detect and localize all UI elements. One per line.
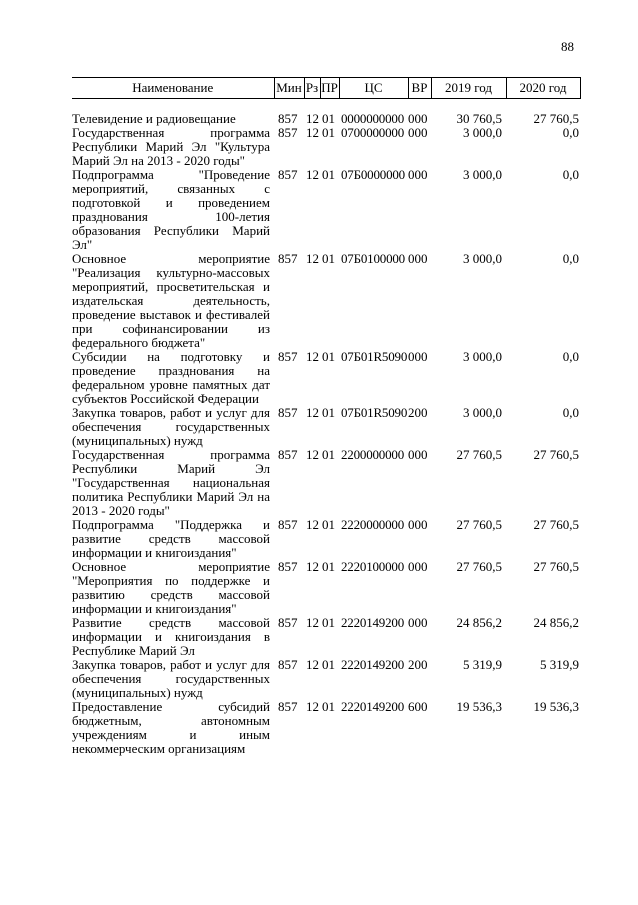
row-min: 857 bbox=[278, 168, 298, 182]
row-cs: 07Б01R5090 bbox=[341, 406, 408, 420]
row-rz: 12 bbox=[306, 126, 319, 140]
row-rz: 12 bbox=[306, 252, 319, 266]
row-cs: 0700000000 bbox=[341, 126, 405, 140]
row-rz: 12 bbox=[306, 700, 319, 714]
row-pr: 01 bbox=[322, 111, 335, 126]
row-2019: 27 760,5 bbox=[456, 448, 502, 462]
row-vr: 000 bbox=[408, 518, 428, 532]
row-2019: 27 760,5 bbox=[456, 518, 502, 532]
header-rz: Рз bbox=[304, 78, 320, 99]
row-2019: 3 000,0 bbox=[463, 350, 502, 364]
row-min: 857 bbox=[278, 252, 298, 266]
table-row bbox=[72, 518, 580, 560]
row-cs: 2220149200 bbox=[341, 700, 405, 714]
row-2020: 27 760,5 bbox=[533, 111, 579, 126]
row-cs: 2220149200 bbox=[341, 658, 405, 672]
row-rz: 12 bbox=[306, 350, 319, 364]
table-row bbox=[72, 658, 580, 700]
table-row bbox=[72, 616, 580, 658]
row-min: 857 bbox=[278, 448, 298, 462]
row-pr: 01 bbox=[322, 350, 335, 364]
row-min: 857 bbox=[278, 406, 298, 420]
row-2020: 0,0 bbox=[562, 252, 579, 266]
row-name: Телевидение и радиовещание bbox=[72, 111, 236, 126]
row-cs: 2220149200 bbox=[341, 616, 405, 630]
row-cs: 2200000000 bbox=[341, 448, 405, 462]
row-vr: 000 bbox=[408, 168, 428, 182]
row-pr: 01 bbox=[322, 406, 335, 420]
row-2019: 24 856,2 bbox=[456, 616, 502, 630]
row-name: Предоставление субсидий бюджетным, автономным учреждениям и иным некоммерческим организациям bbox=[72, 700, 270, 756]
row-vr: 000 bbox=[408, 616, 428, 630]
row-2020: 19 536,3 bbox=[533, 700, 579, 714]
row-name: Закупка товаров, работ и услуг для обеспечения государственных (муниципальных) нужд bbox=[72, 658, 270, 700]
row-rz: 12 bbox=[306, 658, 319, 672]
row-vr: 000 bbox=[408, 350, 428, 364]
table-row bbox=[72, 560, 580, 616]
row-rz: 12 bbox=[306, 168, 319, 182]
row-2020: 24 856,2 bbox=[533, 616, 579, 630]
row-name: Закупка товаров, работ и услуг для обеспечения государственных (муниципальных) нужд bbox=[72, 406, 270, 448]
row-min: 857 bbox=[278, 111, 298, 126]
table-row bbox=[72, 126, 580, 168]
table-header bbox=[72, 78, 580, 99]
header-pr: ПР bbox=[320, 78, 339, 99]
row-vr: 000 bbox=[408, 111, 428, 126]
row-2020: 27 760,5 bbox=[533, 518, 579, 532]
row-name: Субсидии на подготовку и проведение празднования на федеральном уровне памятных дат субъектов Российской Федерации bbox=[72, 350, 270, 406]
row-cs: 0000000000 bbox=[341, 111, 405, 126]
row-min: 857 bbox=[278, 560, 298, 574]
row-pr: 01 bbox=[322, 518, 335, 532]
row-cs: 2220000000 bbox=[341, 518, 405, 532]
row-rz: 12 bbox=[306, 111, 319, 126]
row-pr: 01 bbox=[322, 658, 335, 672]
row-vr: 200 bbox=[408, 406, 428, 420]
row-2019: 3 000,0 bbox=[463, 406, 502, 420]
row-vr: 600 bbox=[408, 700, 428, 714]
header-name: Наименование bbox=[72, 78, 274, 99]
row-rz: 12 bbox=[306, 616, 319, 630]
header-2020: 2020 год bbox=[506, 78, 580, 99]
row-min: 857 bbox=[278, 616, 298, 630]
row-2019: 19 536,3 bbox=[456, 700, 502, 714]
row-name: Основное мероприятие "Реализация культурно-массовых мероприятий, просветительская и издательская деятельность, проведение выставок и фестивалей при софинансировании из федерального бюджета" bbox=[72, 252, 270, 350]
row-name: Основное мероприятие "Мероприятия по поддержке и развитию средств массовой информации и книгоиздания" bbox=[72, 560, 270, 616]
row-2019: 3 000,0 bbox=[463, 126, 502, 140]
row-pr: 01 bbox=[322, 168, 335, 182]
row-2019: 30 760,5 bbox=[456, 111, 502, 126]
row-vr: 200 bbox=[408, 658, 428, 672]
page-number: 88 bbox=[561, 39, 574, 54]
row-pr: 01 bbox=[322, 126, 335, 140]
row-min: 857 bbox=[278, 518, 298, 532]
row-2020: 0,0 bbox=[562, 406, 579, 420]
row-2020: 0,0 bbox=[562, 168, 579, 182]
header-2019: 2019 год bbox=[431, 78, 506, 99]
header-vr: ВР bbox=[408, 78, 431, 99]
row-pr: 01 bbox=[322, 700, 335, 714]
row-pr: 01 bbox=[322, 616, 335, 630]
row-vr: 000 bbox=[408, 252, 428, 266]
row-vr: 000 bbox=[408, 126, 428, 140]
row-2019: 3 000,0 bbox=[463, 252, 502, 266]
row-name: Подпрограмма "Проведение мероприятий, связанных с подготовкой и проведением празднования 100-летия образования Республики Марий Эл" bbox=[72, 168, 270, 252]
row-2019: 27 760,5 bbox=[456, 560, 502, 574]
row-pr: 01 bbox=[322, 560, 335, 574]
row-name: Государственная программа Республики Марий Эл "Государственная национальная политика Республики Марий Эл на 2013 - 2020 годы" bbox=[72, 448, 270, 518]
row-name: Развитие средств массовой информации и книгоиздания в Республике Марий Эл bbox=[72, 616, 270, 658]
row-min: 857 bbox=[278, 126, 298, 140]
row-rz: 12 bbox=[306, 560, 319, 574]
row-min: 857 bbox=[278, 700, 298, 714]
row-vr: 000 bbox=[408, 448, 428, 462]
row-cs: 07Б0100000 bbox=[341, 252, 405, 266]
row-2020: 5 319,9 bbox=[540, 658, 579, 672]
table-row bbox=[72, 350, 580, 406]
header-cs: ЦС bbox=[339, 78, 408, 99]
row-cs: 07Б01R5090 bbox=[341, 350, 408, 364]
table-row bbox=[72, 406, 580, 448]
table-row bbox=[72, 700, 580, 756]
row-rz: 12 bbox=[306, 448, 319, 462]
table-body bbox=[72, 99, 580, 757]
row-pr: 01 bbox=[322, 252, 335, 266]
row-min: 857 bbox=[278, 658, 298, 672]
row-2020: 0,0 bbox=[562, 350, 579, 364]
row-name: Государственная программа Республики Марий Эл "Культура Марий Эл на 2013 - 2020 годы" bbox=[72, 126, 270, 168]
table-row bbox=[72, 168, 580, 252]
row-vr: 000 bbox=[408, 560, 428, 574]
row-2019: 5 319,9 bbox=[463, 658, 502, 672]
row-2020: 0,0 bbox=[562, 126, 579, 140]
header-min: Мин bbox=[274, 78, 304, 99]
row-rz: 12 bbox=[306, 518, 319, 532]
row-2019: 3 000,0 bbox=[463, 168, 502, 182]
row-min: 857 bbox=[278, 350, 298, 364]
row-pr: 01 bbox=[322, 448, 335, 462]
table-row bbox=[72, 448, 580, 518]
row-rz: 12 bbox=[306, 406, 319, 420]
row-2020: 27 760,5 bbox=[533, 560, 579, 574]
table-row bbox=[72, 99, 580, 127]
row-2020: 27 760,5 bbox=[533, 448, 579, 462]
row-name: Подпрограмма "Поддержка и развитие средств массовой информации и книгоиздания" bbox=[72, 518, 270, 560]
row-cs: 07Б0000000 bbox=[341, 168, 405, 182]
table-row bbox=[72, 252, 580, 350]
budget-table bbox=[72, 77, 581, 756]
row-cs: 2220100000 bbox=[341, 560, 405, 574]
